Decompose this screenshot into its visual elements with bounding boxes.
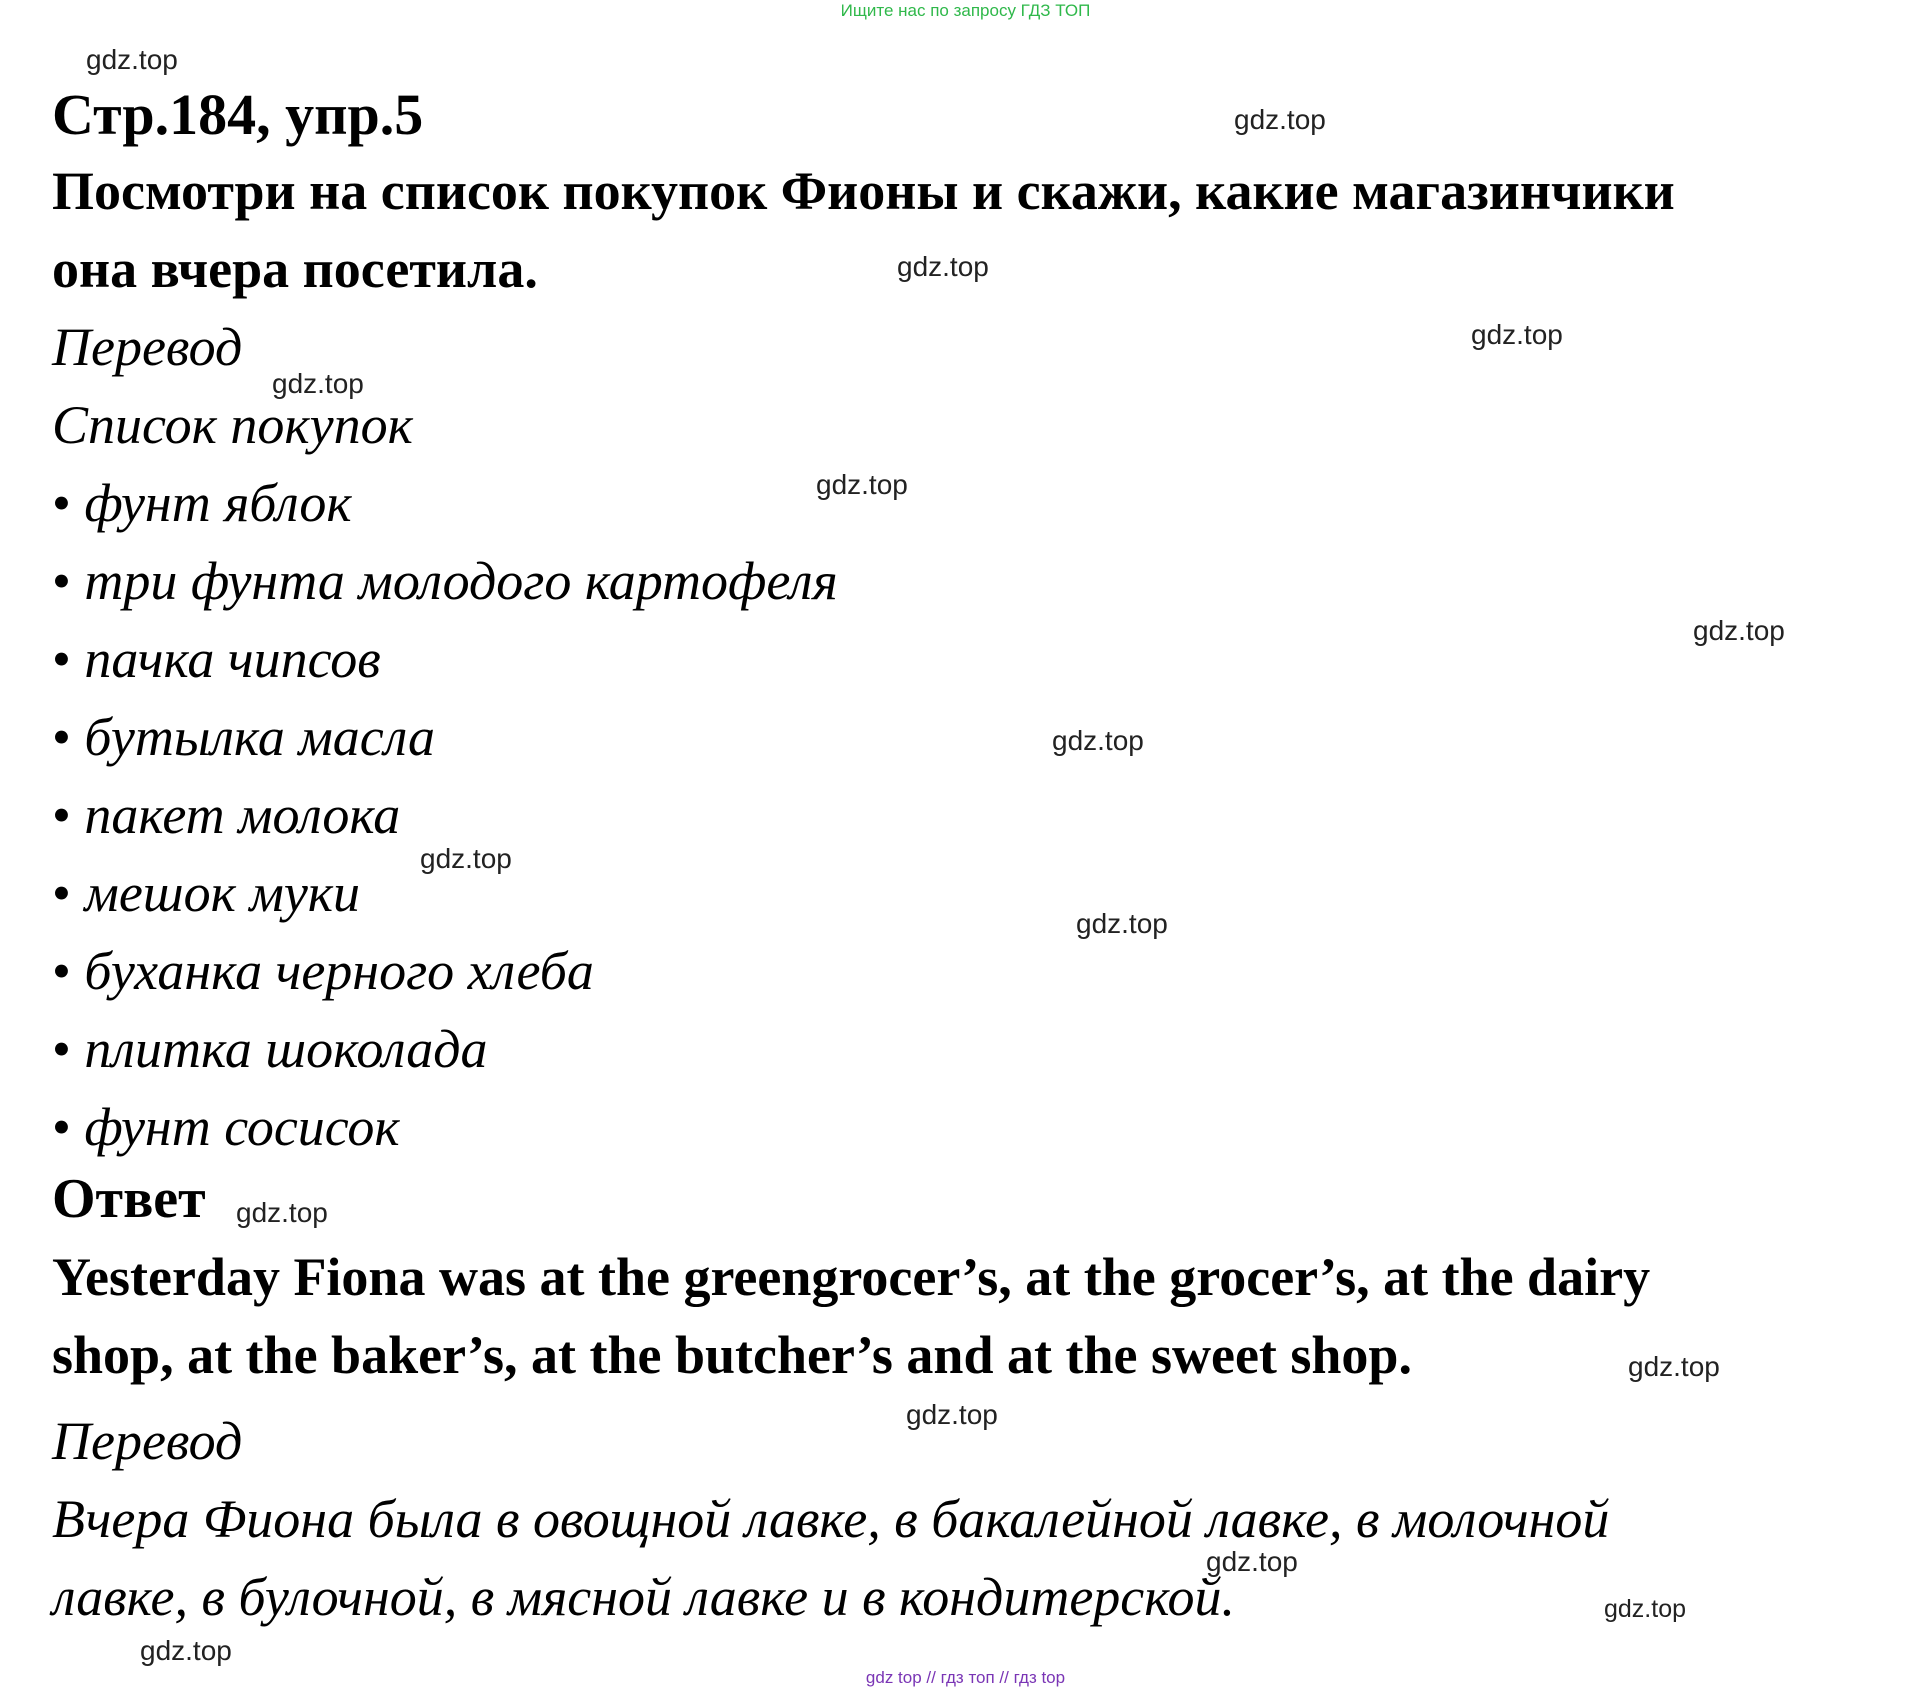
answer-translation-line-2: лавке, в булочной, в мясной лавке и в кондитерской. — [52, 1567, 1235, 1627]
watermark: gdz.top — [816, 469, 908, 500]
watermark: gdz.top — [897, 251, 989, 282]
watermark: gdz.top — [1604, 1595, 1687, 1623]
watermark: gdz.top — [140, 1635, 232, 1666]
list-item — [52, 626, 381, 692]
list-item — [52, 1016, 488, 1082]
list-item — [52, 782, 400, 848]
list-item — [52, 704, 435, 770]
answer-heading: Ответ — [52, 1168, 206, 1230]
footer-links: gdz top // гдз топ // гдз top — [865, 1668, 1066, 1687]
watermark: gdz.top — [1052, 725, 1144, 756]
list-item-text: плитка шоколада — [84, 1019, 488, 1079]
watermark: gdz.top — [420, 843, 512, 874]
bullet: • — [52, 1097, 71, 1157]
list-item-text: фунт яблок — [84, 473, 352, 533]
list-item-text: мешок муки — [84, 863, 361, 923]
watermark: gdz.top — [236, 1197, 328, 1228]
list-item — [52, 548, 838, 614]
watermark: gdz.top — [1471, 319, 1563, 350]
bullet: • — [52, 863, 71, 923]
watermark: gdz.top — [1206, 1546, 1298, 1577]
bullet: • — [52, 941, 71, 1001]
watermark: gdz.top — [272, 368, 364, 399]
watermark: gdz.top — [1076, 908, 1168, 939]
list-item-text: три фунта молодого картофеля — [84, 551, 838, 611]
list-item-text: буханка черного хлеба — [84, 941, 594, 1001]
watermark: gdz.top — [906, 1399, 998, 1430]
bullet: • — [52, 785, 71, 845]
list-item-text: пачка чипсов — [84, 629, 381, 689]
bullet: • — [52, 473, 71, 533]
watermark: gdz.top — [86, 44, 178, 75]
answer-translation-line-1: Вчера Фиона была в овощной лавке, в бакалейной лавке, в молочной — [52, 1489, 1610, 1549]
answer-text-line-1: Yesterday Fiona was at the greengrocer’s, at the grocer’s, at the dairy — [52, 1247, 1651, 1307]
list-item — [52, 860, 360, 926]
list-item — [52, 938, 594, 1004]
list-item — [52, 1094, 400, 1160]
watermark: gdz.top — [1628, 1351, 1720, 1382]
list-item — [52, 470, 352, 536]
answer-text-line-2: shop, at the baker’s, at the butcher’s and at the sweet shop. — [52, 1325, 1412, 1385]
bullet: • — [52, 707, 71, 767]
task-text-line-2: она вчера посетила. — [52, 239, 538, 299]
translation-heading: Перевод — [52, 317, 243, 377]
answer-translation-heading: Перевод — [52, 1411, 243, 1471]
watermark: gdz.top — [1234, 104, 1326, 135]
bullet: • — [52, 1019, 71, 1079]
watermark: gdz.top — [1693, 615, 1785, 646]
list-title: Список покупок — [52, 395, 413, 455]
page-title: Стр.184, упр.5 — [52, 82, 424, 147]
list-item-text: фунт сосисок — [84, 1097, 400, 1157]
bullet: • — [52, 551, 71, 611]
list-item-text: бутылка масла — [84, 707, 435, 767]
list-item-text: пакет молока — [84, 785, 401, 845]
bullet: • — [52, 629, 71, 689]
top-banner: Ищите нас по запросу ГДЗ ТОП — [840, 1, 1091, 20]
task-text-line-1: Посмотри на список покупок Фионы и скажи, какие магазинчики — [52, 161, 1675, 221]
